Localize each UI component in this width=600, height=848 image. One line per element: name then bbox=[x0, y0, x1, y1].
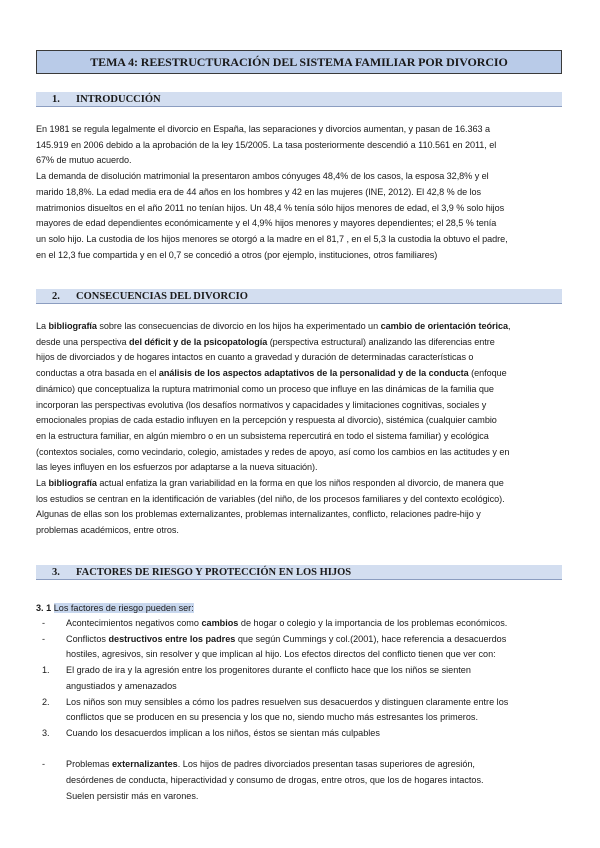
risk-factors-list bbox=[36, 616, 566, 804]
section-heading-consecuencias bbox=[36, 289, 562, 304]
text-line: matrimonios disueltos en el año 2011 no tenían hijos. Un 48,4 % tenía sólo hijos menores de edad, el 3,9 % solo hijos bbox=[36, 202, 505, 213]
text-line: dinámico) que conceptualiza la ruptura matrimonial como un proceso que influye en las dinámicas de la familia que bbox=[36, 383, 494, 394]
document-title: TEMA 4: REESTRUCTURACIÓN DEL SISTEMA FAMILIAR POR DIVORCIO bbox=[36, 50, 562, 74]
dash-bullet: - bbox=[42, 759, 46, 770]
numbered-item: 2. Los niños son muy sensibles a cómo los padres resuelven sus desacuerdos y distinguen claramente entre los conflictos que se producen en su presencia y los que no, siendo mucho más estresantes los primeros. bbox=[36, 695, 566, 726]
text-line: desde una perspectiva del déficit y de la psicopatología (perspectiva estructural) analizando las diferencias entre bbox=[36, 336, 495, 347]
text-line: hijos de divorciados y de hogares intactos en cuanto a gravedad y duración de determinadas características o bbox=[36, 352, 474, 363]
text-line: La demanda de disolución matrimonial la presentaron ambos cónyuges 48,4% de los casos, la esposa 32,8% y el bbox=[36, 171, 489, 182]
section-heading-introduccion bbox=[36, 92, 562, 107]
text-line: 145.919 en 2006 debido a la aprobación de la ley 15/2005. La tasa posteriormente descendió a 110.561 en 2011, el bbox=[36, 139, 497, 150]
item-number: 2. bbox=[42, 696, 50, 707]
text-line: en el 12,3 fue compartida y en el 0,7 se concedió a otros (por ejemplo, instituciones, otros familiares) bbox=[36, 249, 438, 260]
list-item: - Acontecimientos negativos como cambios de hogar o colegio y la importancia de los problemas económicos. bbox=[36, 616, 566, 632]
section-title: CONSECUENCIAS DEL DIVORCIO bbox=[76, 291, 248, 302]
section-number: 3. bbox=[52, 567, 60, 578]
consequences-paragraph bbox=[36, 319, 566, 539]
text-line: 67% de mutuo acuerdo. bbox=[36, 155, 132, 166]
section-number: 1. bbox=[52, 94, 60, 105]
text-line: problemas académicos, entre otros. bbox=[36, 525, 179, 536]
section-title: INTRODUCCIÓN bbox=[76, 94, 161, 105]
item-number: 3. bbox=[42, 727, 50, 738]
text-line: un solo hijo. La custodia de los hijos menores se otorgó a la madre en el 81,7 , en el 5,3 la custodia la obtuvo el padre, bbox=[36, 233, 508, 244]
dash-bullet: - bbox=[42, 633, 46, 644]
dash-bullet: - bbox=[42, 618, 46, 628]
text-line: (contextos sociales, como vecindario, colegio, amistades y redes de apoyo, así como los cambios en las actitudes y en bbox=[36, 446, 510, 457]
text-line: La bibliografía actual enfatiza la gran variabilidad en la forma en que los niños responden al divorcio, de manera que bbox=[36, 478, 504, 489]
section-title: FACTORES DE RIESGO Y PROTECCIÓN EN LOS HIJOS bbox=[76, 567, 352, 578]
text-line: los estudios se centran en la identificación de variables (del niño, de los procesos familiares y del contexto ecológico). bbox=[36, 493, 505, 504]
item-number: 1. bbox=[42, 665, 50, 676]
text-line: La bibliografía sobre las consecuencias de divorcio en los hijos ha experimentado un cambio de orientación teórica, bbox=[36, 321, 511, 331]
section-number: 2. bbox=[52, 291, 60, 302]
text-line: emocionales propias de cada estadio influyen en la percepción y respuesta al divorcio), sistémica (cualquier cambio bbox=[36, 415, 497, 426]
text-line: marido 18,8%. La edad media era de 44 años en los hombres y 42 en las mujeres (INE, 2012). El 42,8 % de los bbox=[36, 186, 482, 197]
text-line: en la estructura familiar, en algún miembro o en un subsistema repercutirá en todo el sistema familiar) y ecológica bbox=[36, 430, 489, 441]
subsection-heading: 3. 1 Los factores de riesgo pueden ser: bbox=[36, 603, 194, 613]
list-item: - Conflictos destructivos entre los padres que según Cummings y col.(2001), hace referencia a desacuerdos hostiles, agresivos, sin resolver y que implican al hijo. Los efectos directos del conflicto tienen que ver con: bbox=[36, 632, 566, 663]
text-line: mayores de edad dependientes económicamente y el 4,9% hijos menores y mayores dependientes; el 28,5 % tenía bbox=[36, 218, 497, 229]
text-line: Algunas de ellas son los problemas externalizantes, problemas internalizantes, conflicto, relaciones padre-hijo y bbox=[36, 509, 481, 520]
intro-paragraph bbox=[36, 122, 566, 263]
numbered-item: 1. El grado de ira y la agresión entre los progenitores durante el conflicto hace que los niños se sienten angustiados y amenazados bbox=[36, 663, 566, 694]
list-item: - Problemas externalizantes. Los hijos de padres divorciados presentan tasas superiores de agresión, desórdenes de conducta, hiperactividad y consumo de drogas, entre otros, que los de hogares intactos. Suelen persistir más en varones. bbox=[36, 757, 566, 804]
highlighted-text: Los factores de riesgo pueden ser: bbox=[53, 603, 194, 613]
text-line: las leyes influyen en los esfuerzos por adaptarse a la nueva situación). bbox=[36, 462, 318, 473]
text-line: En 1981 se regula legalmente el divorcio en España, las separaciones y divorcios aumentan, y pasan de 16.363 a bbox=[36, 124, 491, 134]
text-line: incorporan las perspectivas evolutiva (los desafíos normativos y capacidades y limitaciones cognitivas, sociales y bbox=[36, 399, 487, 410]
text-line: conductas a otra basada en el análisis de los aspectos adaptativos de la personalidad y de la conducta (enfoque bbox=[36, 368, 507, 379]
section-heading-factores bbox=[36, 565, 562, 580]
numbered-item: 3. Cuando los desacuerdos implican a los niños, éstos se sientan más culpables bbox=[36, 726, 566, 742]
